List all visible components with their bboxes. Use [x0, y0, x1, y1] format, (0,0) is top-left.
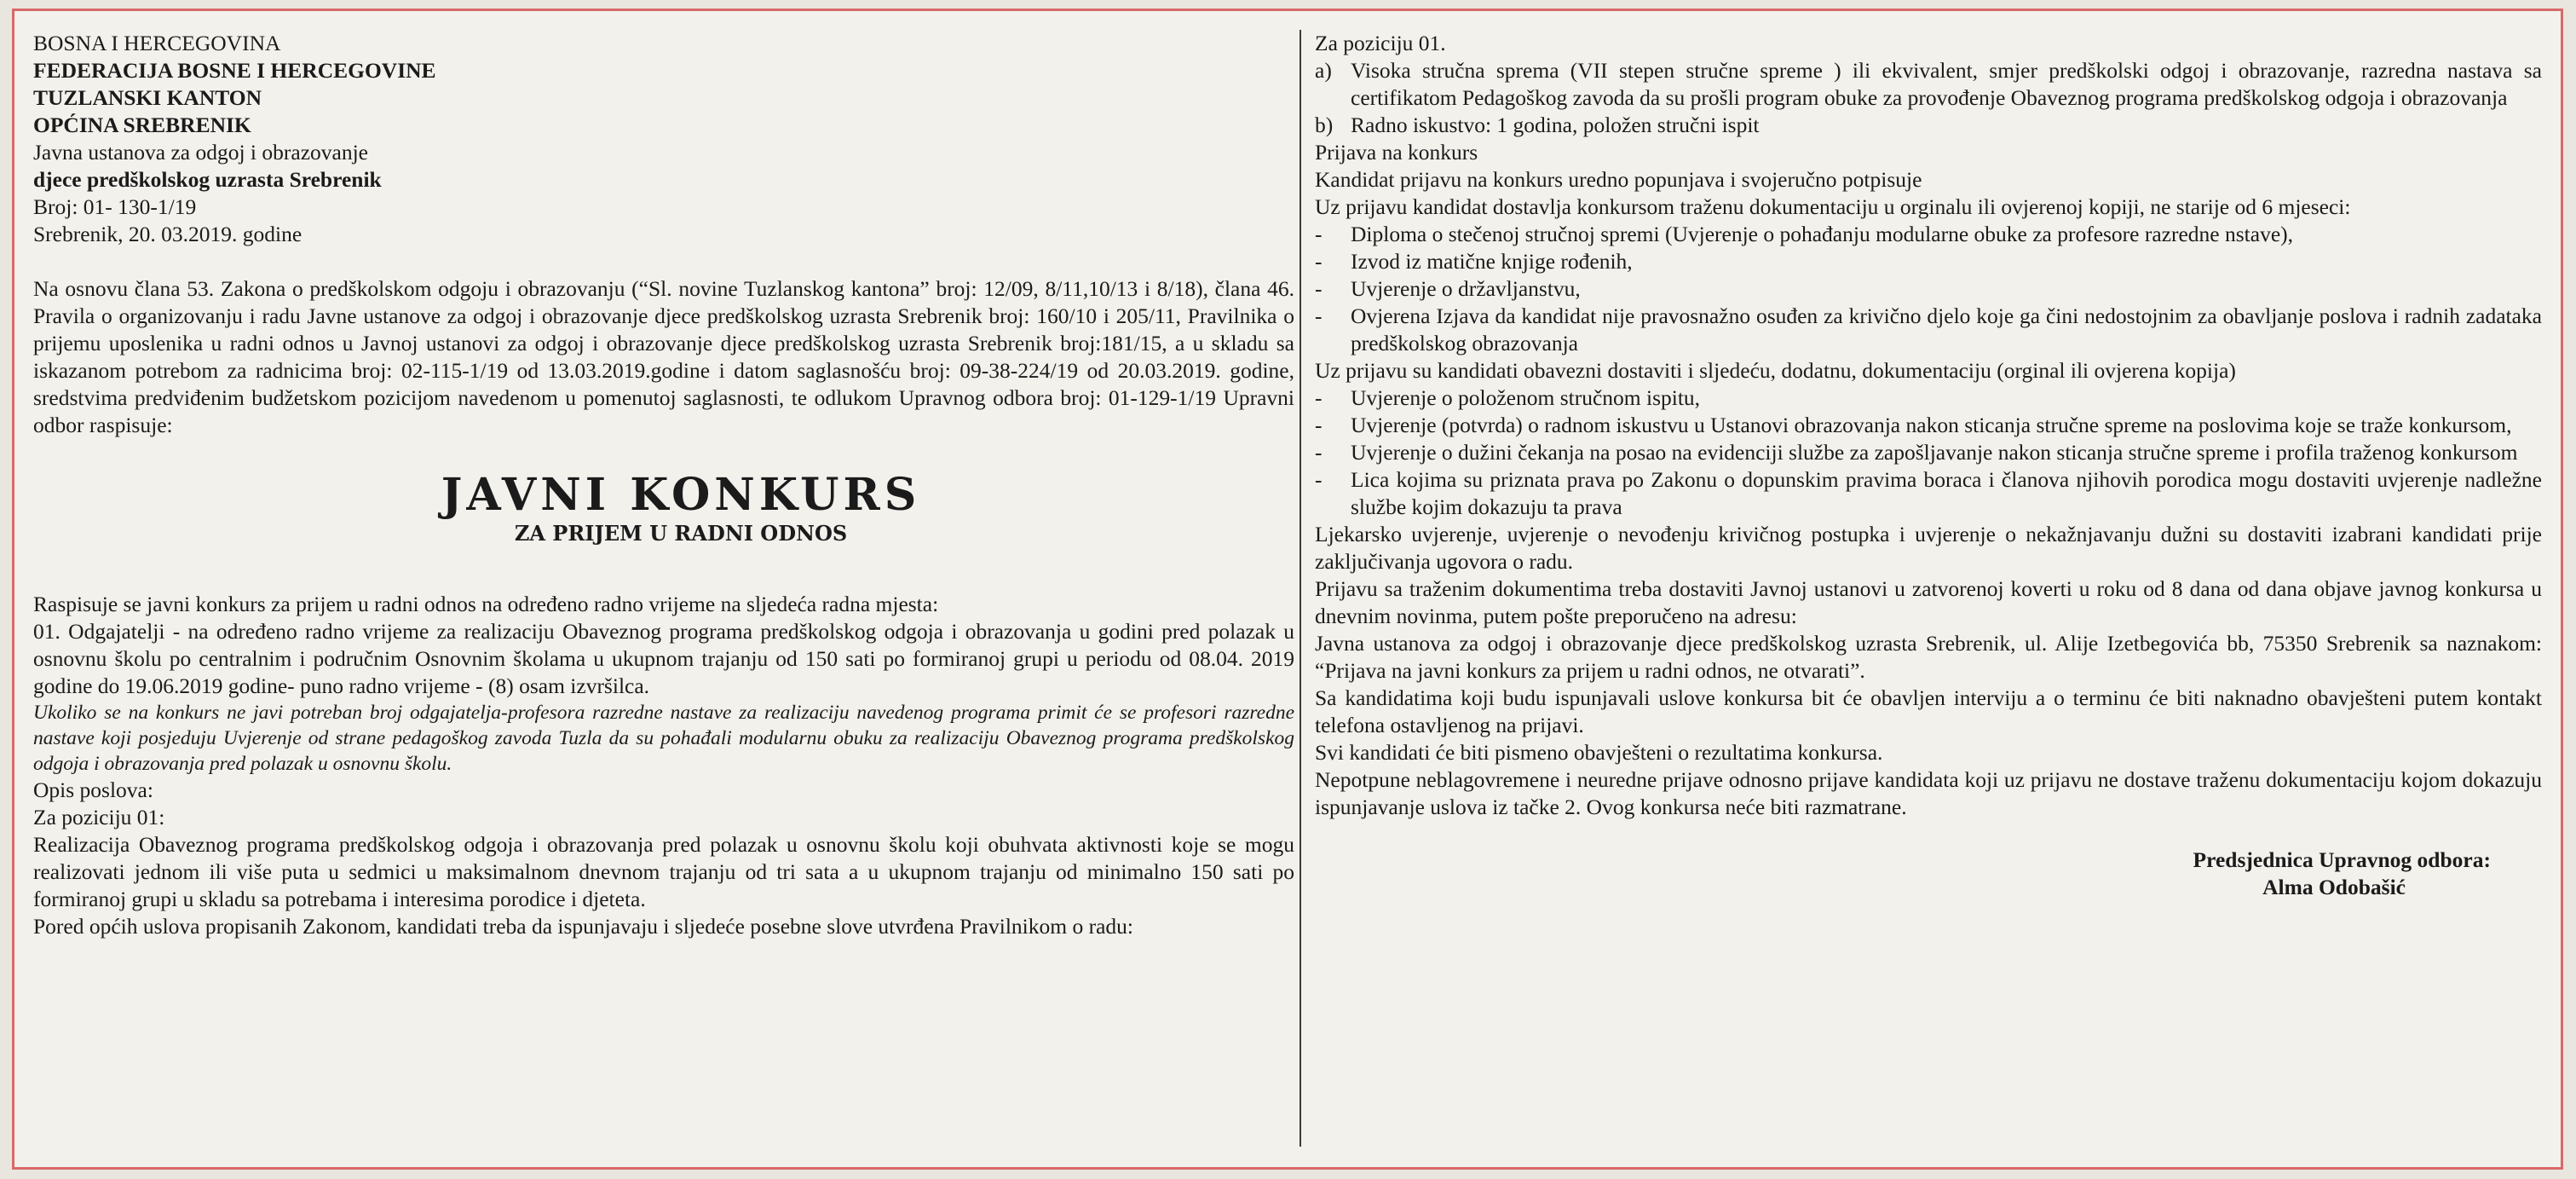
- requirement-a: [1315, 57, 2542, 112]
- conditions-paragraph: Pored općih uslova propisanih Zakonom, kandidati treba da ispunjavaju i sljedeće posebne slove utvrđena Pravilnikom o radu:: [33, 914, 1133, 939]
- list-item-text: Uvjerenje (potvrda) o radnom iskustvu u Ustanovi obrazovanja nakon sticanja stručne spreme na poslovima koje se traže konkursom,: [1351, 413, 2512, 437]
- institution-line: Javna ustanova za odgoj i obrazovanje: [33, 140, 368, 165]
- list-item: [1315, 275, 2542, 303]
- list-item-text: Diploma o stečenoj stručnoj spremi (Uvjerenje o pohađanju modularne obuke za profesore razredne nstave),: [1351, 222, 2294, 246]
- address-paragraph: Javna ustanova za odgoj i obrazovanje djece predškolskog uzrasta Srebrenik, ul. Alije Izetbegovića bb, 75350 Srebrenik sa naznakom: “Prijava na javni konkurs za prijem u radni odnos, ne otvarati”.: [1315, 631, 2542, 683]
- country-line: BOSNA I HERCEGOVINA: [33, 31, 281, 55]
- canton-line: TUZLANSKI KANTON: [33, 85, 262, 110]
- list-item-text: Uvjerenje o državljanstvu,: [1351, 276, 1581, 301]
- title-sub: ZA PRIJEM U RADNI ODNOS: [514, 521, 848, 546]
- municipality-line: OPĆINA SREBRENIK: [33, 113, 251, 137]
- italic-note: Ukoliko se na konkurs ne javi potreban broj odgajatelja-profesora razredne nastave za realizaciju navedenog programa primit će se profesori razredne nastave koji posjeduju Uvjerenje od strane pedagoškog zavoda Tuzla da su pohađali modularnu obuku za realizaciju Obaveznog programa predškolskog odgoja i obrazovanja pred polazak u osnovnu školu.: [33, 702, 1294, 775]
- reference-number: Broj: 01- 130-1/19: [33, 194, 197, 219]
- title-main: JAVNI KONKURS: [441, 469, 921, 521]
- list-dash: -: [1315, 440, 1323, 465]
- list-item-text: Ovjerena Izjava da kandidat nije pravosnažno osuđen za krivično djelo koje ga čini nedostojnim za obavljanje poslova i radnih zadataka predškolskog obrazovanja: [1351, 303, 2542, 355]
- list-item: [1315, 439, 2542, 466]
- results-paragraph: Svi kandidati će biti pismeno obavješteni o rezultatima konkursa.: [1315, 740, 1883, 765]
- list-item: [1315, 221, 2542, 248]
- list-item-text: Lica kojima su priznata prava po Zakonu o dopunskim pravima boraca i članova njihovih porodica mogu dostaviti uvjerenje nadležne službe kojim dokazuju ta prava: [1351, 467, 2542, 519]
- list-item: [1315, 412, 2542, 439]
- list-item: [1315, 248, 2542, 275]
- list-dash: -: [1315, 467, 1323, 492]
- issue-date: Srebrenik, 20. 03.2019. godine: [33, 222, 303, 246]
- position-reference-right: Za poziciju 01.: [1315, 31, 1446, 55]
- list-dash: -: [1315, 222, 1323, 246]
- list-item: [1315, 303, 2542, 357]
- left-column: [33, 30, 1294, 1150]
- right-column: [1315, 30, 2542, 1150]
- documents-list: [1315, 221, 2542, 357]
- job-description-paragraph: Realizacija Obaveznog programa predškolskog odgoja i obrazovanja pred polazak u osnovnu školu koji obuhvata aktivnosti koje se mogu realizovati jednom ili više puta u sedmici u maksimalnom dnevnom trajanju od tri sata a u ukupnom trajanju od minimalno 150 sati po formiranoj grupi u skladu sa potrebama i interesima porodice i djeteta.: [33, 832, 1294, 911]
- application-text: Kandidat prijavu na konkurs uredno popunjava i svojeručno potpisuje: [1315, 167, 1922, 192]
- list-item-text: Izvod iz matične knjige rođenih,: [1351, 249, 1633, 274]
- documents-intro: Uz prijavu kandidat dostavlja konkursom traženu dokumentaciju u orginalu ili ovjerenoj kopiji, ne starije od 6 mjeseci:: [1315, 194, 2351, 219]
- list-dash: -: [1315, 303, 1323, 328]
- list-item-text: Uvjerenje o dužini čekanja na posao na evidenciji službe za zapošljavanje nakon sticanja stručne spreme i profila traženog konkursom: [1351, 440, 2518, 465]
- list-dash: -: [1315, 385, 1323, 410]
- job-description-heading: Opis poslova:: [33, 777, 153, 802]
- requirement-a-text: Visoka stručna sprema (VII stepen stručne spreme ) ili ekvivalent, smjer predškolski odgoj i obrazovanje, razredna nastava sa certifikatom Pedagoškog zavoda da su prošli program obuke za provođenje Obaveznog programa predškolskog odgoja i obrazovanja: [1351, 58, 2542, 110]
- application-heading: Prijava na konkurs: [1315, 140, 1478, 165]
- notice-title: [33, 470, 1294, 546]
- submission-paragraph: Prijavu sa traženim dokumentima treba dostaviti Javnoj ustanovi u zatvorenoj koverti u roku od 8 dana od dana objave javnog konkursa u dnevnim novinma, putem pošte preporučeno na adresu:: [1315, 576, 2542, 628]
- requirement-b-marker: b): [1315, 113, 1334, 137]
- extra-documents-intro: Uz prijavu su kandidati obavezni dostaviti i sljedeću, dodatnu, dokumentaciju (orginal ili ovjerena kopija): [1315, 358, 2236, 383]
- list-item: [1315, 466, 2542, 521]
- requirement-b: [1315, 112, 2542, 139]
- extra-documents-list: [1315, 384, 2542, 521]
- list-dash: -: [1315, 276, 1323, 301]
- federation-line: FEDERACIJA BOSNE I HERCEGOVINE: [33, 58, 436, 83]
- newspaper-clipping: [12, 9, 2563, 1170]
- list-dash: -: [1315, 413, 1323, 437]
- signature-block: [1315, 847, 2542, 901]
- signature-title: Predsjednica Upravnog odbora:: [2193, 847, 2491, 872]
- list-item-text: Uvjerenje o položenom stručnom ispitu,: [1351, 385, 1701, 410]
- announcement-paragraph: Raspisuje se javni konkurs za prijem u radni odnos na određeno radno vrijeme na sljedeća radna mjesta:: [33, 592, 939, 616]
- position-reference: Za poziciju 01:: [33, 805, 165, 829]
- list-dash: -: [1315, 249, 1323, 274]
- position-01-paragraph: 01. Odgajatelji - na određeno radno vrijeme za realizaciju Obaveznog programa predškolskog odgoja i obrazovanja u godini pred polazak u osnovnu školu po centralnim i područnim Osnovnim školama u ukupnom trajanju od 150 sati po formiranoj grupi u periodu od 08.04. 2019 godine do 19.06.2019 godine- puno radno vrijeme - (8) osam izvršilca.: [33, 619, 1294, 698]
- signature-name: Alma Odobašić: [2262, 875, 2406, 899]
- requirement-a-marker: a): [1315, 58, 1332, 83]
- medical-certificate-paragraph: Ljekarsko uvjerenje, uvjerenje o nevođenju krivičnog postupka i uvjerenje o nekažnjavanju dužni su dostaviti izabrani kandidati prije zaključivanja ugovora o radu.: [1315, 522, 2542, 574]
- incomplete-applications-paragraph: Nepotpune neblagovremene i neuredne prijave odnosno prijave kandidata koji uz prijavu ne dostave traženu dokumentaciju kojom dokazuju ispunjavanje uslova iz tačke 2. Ovog konkursa neće biti razmatrane.: [1315, 767, 2542, 819]
- interview-paragraph: Sa kandidatima koji budu ispunjavali uslove konkursa bit će obavljen interviju a o terminu će biti naknadno obavješteni putem kontakt telefona ostavljenog na prijavi.: [1315, 685, 2542, 737]
- column-divider: [1300, 30, 1301, 1147]
- requirement-b-text: Radno iskustvo: 1 godina, položen stručni ispit: [1351, 113, 1760, 137]
- issuer-header: [33, 30, 1294, 248]
- list-item: [1315, 384, 2542, 412]
- legal-basis-paragraph: Na osnovu člana 53. Zakona o predškolskom odgoju i obrazovanju (“Sl. novine Tuzlanskog kantona” broj: 12/09, 8/11,10/13 i 8/18), člana 46. Pravila o organizovanju i radu Javne ustanove za odgoj i obrazovanje djece predškolskog uzrasta Srebrenik broj: 160/10 i 205/11, Pravilnika o prijemu uposlenika u radni odnos u Javnoj ustanovi za odgoj i obrazovanje djece predškolskog uzrasta Srebrenik broj:181/15, a u skladu sa iskazanom potrebom za radnicima broj: 02-115-1/19 od 13.03.2019.godine i datom saglasnošću broj: 09-38-224/19 od 20.03.2019. godine, sredstvima predviđenim budžetskom pozicijom navedenom u pomenutoj saglasnosti, te odlukom Upravnog odbora broj: 01-129-1/19 Upravni odbor raspisuje:: [33, 276, 1294, 437]
- institution-name: djece predškolskog uzrasta Srebrenik: [33, 167, 382, 192]
